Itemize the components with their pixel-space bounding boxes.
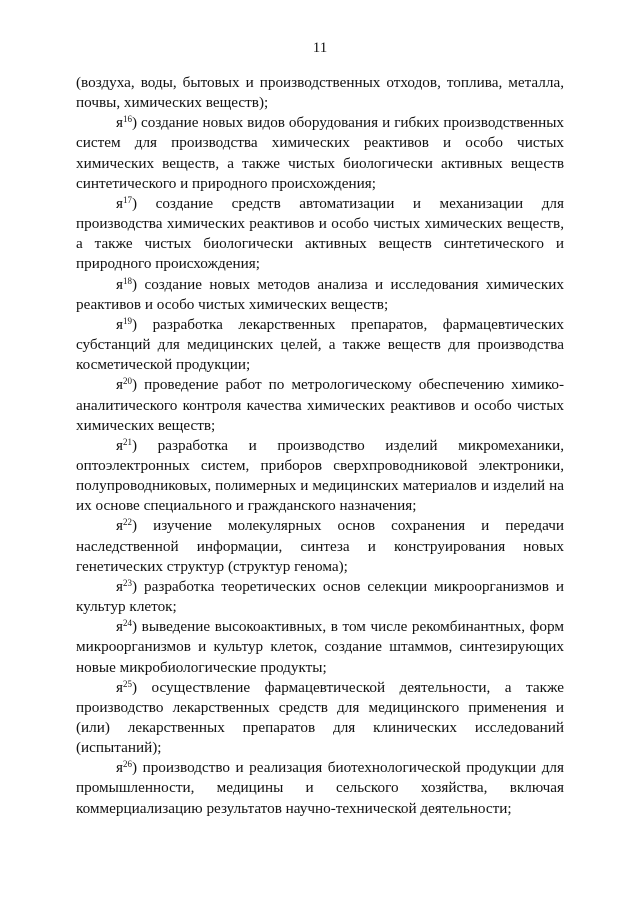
- item-text: ) разработка лекарственных препаратов, фармацевтических субстанций для медицинских целей, а также веществ для производства косметической продукции;: [76, 315, 564, 374]
- item-text: ) производство и реализация биотехнологической продукции для промышленности, медицины и сельского хозяйства, включая коммерциализацию результатов научно-технической деятельности;: [76, 759, 564, 817]
- item-marker: $я^{17}$: [116, 194, 132, 212]
- paragraph-0: [76, 73, 564, 113]
- list-item-ya16: [76, 113, 564, 194]
- item-text: ) создание новых видов оборудования и гибких производственных систем для производства химических реактивов и особо чистых химических веществ, а также чистых биологически активных веществ синтетического и природного происхождения;: [76, 114, 564, 192]
- item-text: ) создание новых методов анализа и исследования химических реактивов и особо чистых химических веществ;: [76, 275, 564, 313]
- item-marker: $я^{26}$: [116, 759, 132, 777]
- document-body: [76, 73, 564, 819]
- item-text: ) выведение высокоактивных, в том числе рекомбинантных, форм микроорганизмов и культур клеток, создание штаммов, синтезирующих новые микробиологические продукты;: [76, 618, 564, 676]
- list-item-ya18: [76, 275, 564, 315]
- item-marker: $я^{24}$: [116, 618, 132, 636]
- item-marker: $я^{19}$: [116, 315, 132, 333]
- list-item-ya25: [76, 678, 564, 759]
- list-item-ya19: [76, 315, 564, 375]
- item-text: ) разработка и производство изделий микромеханики, оптоэлектронных систем, приборов сверхпроводниковой электроники, полупроводниковых, полимерных и медицинских материалов и изделий на их основе специального и гражданского назначения;: [76, 436, 564, 515]
- item-text: ) создание средств автоматизации и механизации для производства химических реактивов и особо чистых химических веществ, а также чистых биологически активных веществ синтетического и природного происхождения;: [76, 194, 564, 273]
- paragraph-text: (воздуха, воды, бытовых и производственных отходов, топлива, металла, почвы, химических веществ);: [76, 74, 564, 112]
- list-item-ya26: [76, 758, 564, 818]
- item-text: ) осуществление фармацевтической деятельности, а также производство лекарственных средств для медицинского применения и (или) лекарственных препаратов для клинических исследований (испытаний);: [76, 678, 564, 757]
- list-item-ya21: [76, 436, 564, 517]
- item-marker: $я^{18}$: [116, 275, 132, 293]
- list-item-ya24: [76, 617, 564, 677]
- item-marker: $я^{25}$: [116, 678, 132, 696]
- item-marker: $я^{22}$: [116, 517, 132, 535]
- item-marker: $я^{21}$: [116, 436, 132, 454]
- list-item-ya20: [76, 375, 564, 435]
- list-item-ya22: [76, 516, 564, 576]
- list-item-ya17: [76, 194, 564, 275]
- item-text: ) разработка теоретических основ селекции микроорганизмов и культур клеток;: [76, 577, 564, 616]
- item-marker: $я^{20}$: [116, 376, 132, 394]
- item-marker: $я^{16}$: [116, 114, 132, 132]
- list-item-ya23: [76, 577, 564, 617]
- item-text: ) изучение молекулярных основ сохранения и передачи наследственной информации, синтеза и конструирования новых генетических структур (структур генома);: [76, 517, 564, 575]
- item-marker: $я^{23}$: [116, 577, 132, 595]
- item-text: ) проведение работ по метрологическому обеспечению химико-аналитического контроля качества химических реактивов и особо чистых химических веществ;: [76, 376, 564, 434]
- page-number: 11: [312, 40, 328, 56]
